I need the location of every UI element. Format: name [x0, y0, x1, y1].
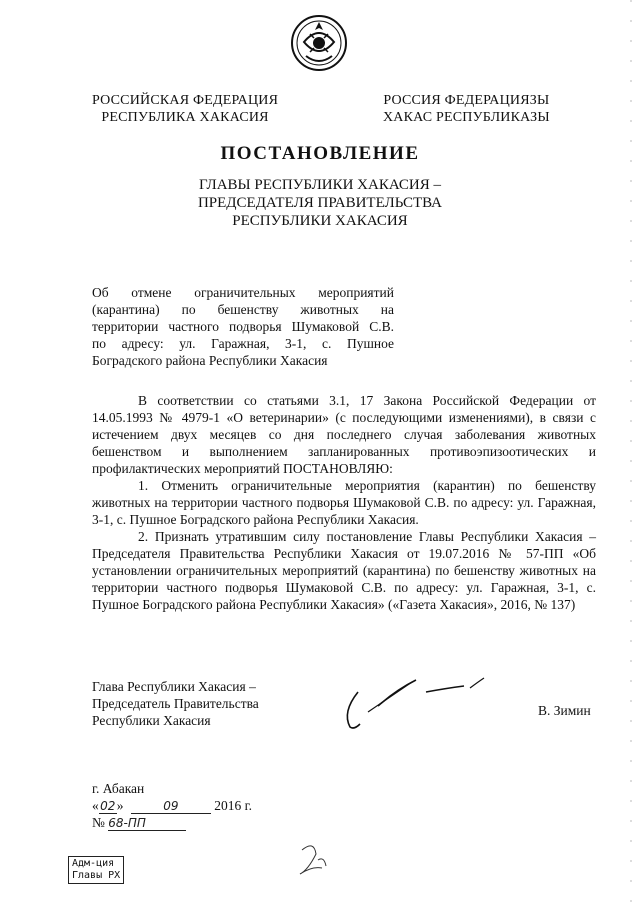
document-body — [92, 392, 596, 613]
date-year: 2016 г. — [214, 798, 253, 813]
scan-edge-marks — [627, 0, 635, 905]
number-prefix: № — [92, 815, 105, 830]
date-day: 02 — [100, 799, 116, 813]
issue-date — [92, 798, 252, 814]
subject-line-4: по адресу: ул. Гаражная, 3-1, с. Пушное — [92, 336, 394, 351]
handwritten-initials — [294, 840, 334, 880]
subtitle-line-2: ПРЕДСЕДАТЕЛЯ ПРАВИТЕЛЬСТВА — [197, 195, 443, 211]
office-stamp — [68, 856, 124, 884]
position-line-2: Председатель Правительства — [92, 696, 259, 711]
date-quote-open: « — [92, 798, 99, 813]
date-month: 09 — [131, 799, 211, 814]
stamp-line-1: Адм-ция — [72, 858, 115, 869]
number-value: 68-ПП — [108, 816, 186, 831]
coat-of-arms-emblem — [290, 12, 348, 74]
signatory-position — [92, 678, 259, 729]
position-line-1: Глава Республики Хакасия – — [92, 679, 256, 694]
subject-line-3: территории частного подворья Шумаковой С.В. — [92, 319, 394, 334]
header-right-line-1: РОССИЯ ФЕДЕРАЦИЯЗЫ — [383, 93, 550, 108]
header-left-line-1: РОССИЙСКАЯ ФЕДЕРАЦИЯ — [92, 93, 279, 108]
signer-name: В. Зимин — [538, 703, 591, 718]
subject-line-5: Боградского района Республики Хакасия — [92, 353, 328, 368]
date-quote-close: » — [116, 798, 124, 813]
document-number — [92, 815, 186, 831]
header-left-line-2: РЕСПУБЛИКА ХАКАСИЯ — [101, 110, 269, 125]
place-of-issue: г. Абакан — [92, 781, 145, 796]
document-subtitle — [0, 176, 640, 230]
header-right — [383, 92, 550, 126]
header-left — [92, 92, 278, 126]
stamp-line-2: Главы РХ — [72, 870, 121, 881]
subtitle-line-1: ГЛАВЫ РЕСПУБЛИКИ ХАКАСИЯ – — [198, 177, 442, 193]
handwritten-signature — [338, 672, 498, 732]
subject-line-1: Об отмене ограничительных мероприятий — [92, 285, 394, 300]
document-title: ПОСТАНОВЛЕНИЕ — [220, 143, 420, 164]
header-right-line-2: ХАКАС РЕСПУБЛИКАЗЫ — [383, 110, 550, 125]
subject-line-2: (карантина) по бешенству животных на — [92, 302, 394, 317]
body-item-2: 2. Признать утратившим силу постановление Главы Республики Хакасия – Председателя Правительства Республики Хакасия от 19.07.2016 № 57-ПП «Об установлении ограничительных мероприятий (карантина) по бешенству животных на территории частного подворья Шумаковой С.В. по адресу: ул. Гаражная, 3-1, с. Пушное Боградского района Республики Хакасия» («Газета Хакасия», 2016, № 137) — [92, 529, 596, 612]
body-preamble: В соответствии со статьями 3.1, 17 Закона Российской Федерации от 14.05.1993 № 4979-1 «О ветеринарии» (с последующими изменениями), в связи с истечением двух месяцев со дня последнего случая заболевания животных бешенством и выполнением запланированных противоэпизоотических и профилактических мероприятий ПОСТАНОВЛЯЮ: — [92, 393, 596, 476]
document-subject — [92, 284, 394, 369]
body-item-1: 1. Отменить ограничительные мероприятия (карантин) по бешенству животных на территории частного подворья Шумаковой С.В. по адресу: ул. Гаражная, 3-1, с. Пушное Боградского района Республики Хакасия. — [92, 478, 596, 527]
position-line-3: Республики Хакасия — [92, 713, 211, 728]
subtitle-line-3: РЕСПУБЛИКИ ХАКАСИЯ — [232, 213, 408, 229]
